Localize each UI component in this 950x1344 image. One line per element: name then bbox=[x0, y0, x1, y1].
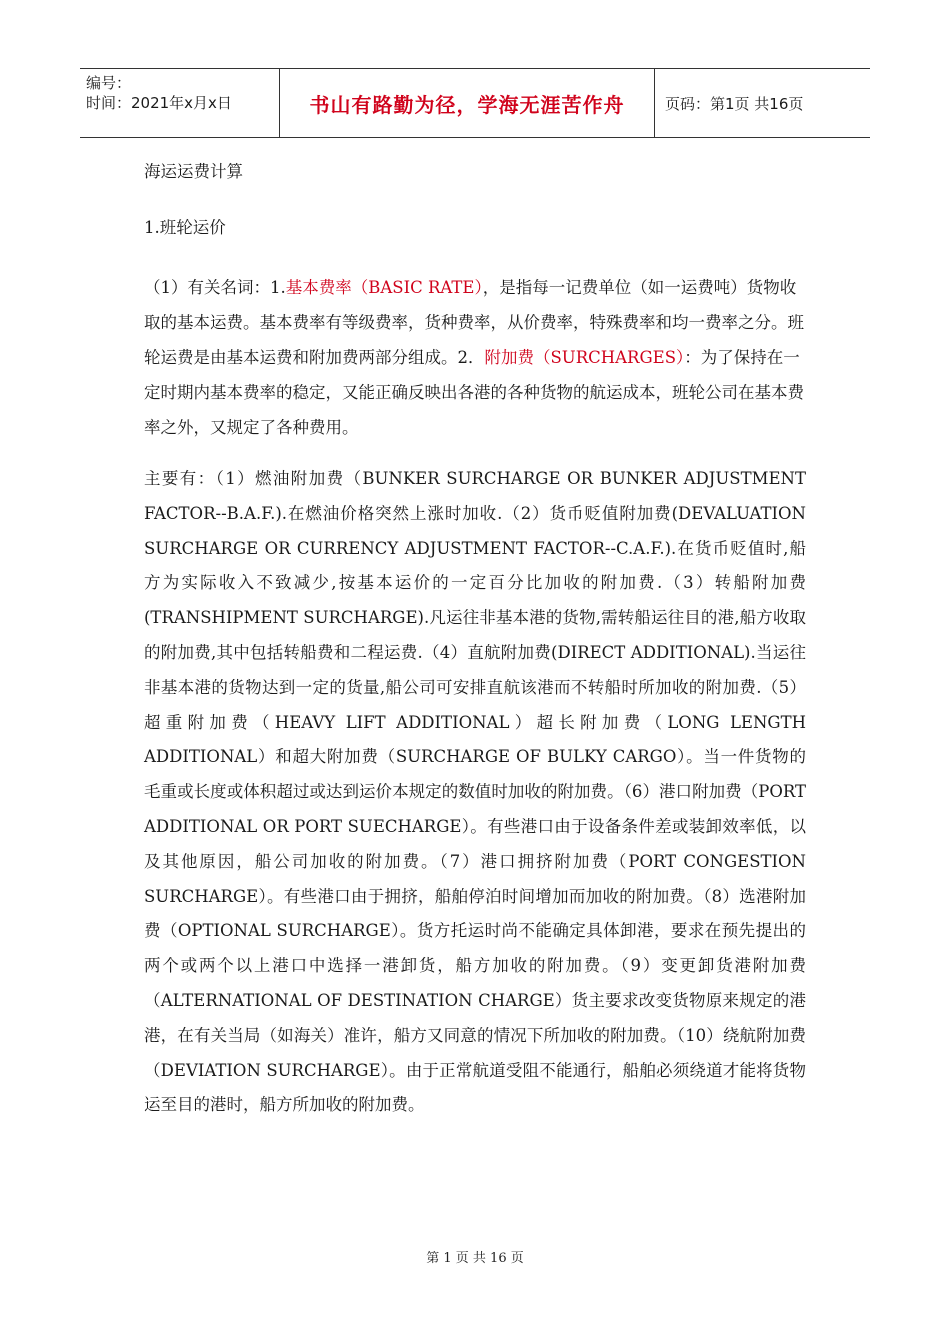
page-footer: 第 1 页 共 16 页 bbox=[426, 1251, 524, 1266]
term-basic-rate: 基本费率（BASIC RATE） bbox=[285, 278, 483, 297]
header-meta bbox=[80, 69, 280, 137]
doc-title: 海运运费计算 bbox=[144, 162, 243, 181]
paragraph-surcharge-list bbox=[144, 462, 806, 1123]
paragraph-definitions bbox=[144, 270, 806, 445]
para1-body: ，是指每一记费单位（如一运费吨）货物收取的基本运费。基本费率有等级费率，货种费率，从价费率，特殊费率和均一费率之分。班轮运费是由基本运费和附加费两部分组成。2． bbox=[144, 278, 804, 367]
para1-tail: ：为了保持在一定时期内基本费率的稳定，又能正确反映出各港的各种货物的航运成本，班轮公司在基本费率之外，又规定了各种费用。 bbox=[144, 348, 804, 437]
section-heading: 1.班轮运价 bbox=[144, 218, 226, 237]
number-label: 编号： bbox=[86, 74, 132, 92]
header-page-info: 页码：第1页 共16页 bbox=[665, 94, 804, 113]
surcharge-list-text: 主要有：（1）燃油附加费（BUNKER SURCHARGE OR BUNKER ADJUSTMENT FACTOR--B.A.F.).在燃油价格突然上涨时加收.（2）货币贬值附加费(DEVALUATION SURCHARGE OR CURRENCY ADJUSTMENT FACTOR--C.A.F.).在货币贬值时,船方为实际收入不致减少,按基本运价的一定百分比加收的附加费.（3）转船附加费(TRANSHIPMENT SURCHARGE).凡运往非基本港的货物,需转船运往目的港,船方收取的附加费,其中包括转船费和二程运费.（4）直航附加费(DIRECT ADDITIONAL).当运往非基本港的货物达到一定的货量,船公司可安排直航该港而不转船时所加收的附加费.（5）超重附加费（HEAVY LIFT ADDITIONAL）超长附加费（LONG LENGTH ADDITIONAL）和超大附加费（SURCHARGE OF BULKY CARGO）。当一件货物的毛重或长度或体积超过或达到运价本规定的数值时加收的附加费。（6）港口附加费（PORT ADDITIONAL OR PORT SUECHARGE）。有些港口由于设备条件差或装卸效率低，以及其他原因，船公司加收的附加费。（7）港口拥挤附加费（PORT CONGESTION SURCHARGE）。有些港口由于拥挤，船舶停泊时间增加而加收的附加费。（8）选港附加费（OPTIONAL SURCHARGE）。货方托运时尚不能确定具体卸港，要求在预先提出的两个或两个以上港口中选择一港卸货，船方加收的附加费。（9）变更卸货港附加费（ALTERNATIONAL OF DESTINATION CHARGE）货主要求改变货物原来规定的港港，在有关当局（如海关）准许，船方又同意的情况下所加收的附加费。（10）绕航附加费（DEVIATION SURCHARGE）。由于正常航道受阻不能通行，船舶必须绕道才能将货物运至目的港时，船方所加收的附加费。 bbox=[144, 469, 806, 1115]
para1-intro: （1）有关名词：1. bbox=[144, 278, 286, 297]
time-label: 时间：2021年x月x日 bbox=[86, 94, 232, 112]
term-surcharges: 附加费（SURCHARGES） bbox=[484, 348, 685, 367]
header-motto: 书山有路勤为径，学海无涯苦作舟 bbox=[280, 69, 655, 137]
page-header bbox=[80, 68, 870, 138]
